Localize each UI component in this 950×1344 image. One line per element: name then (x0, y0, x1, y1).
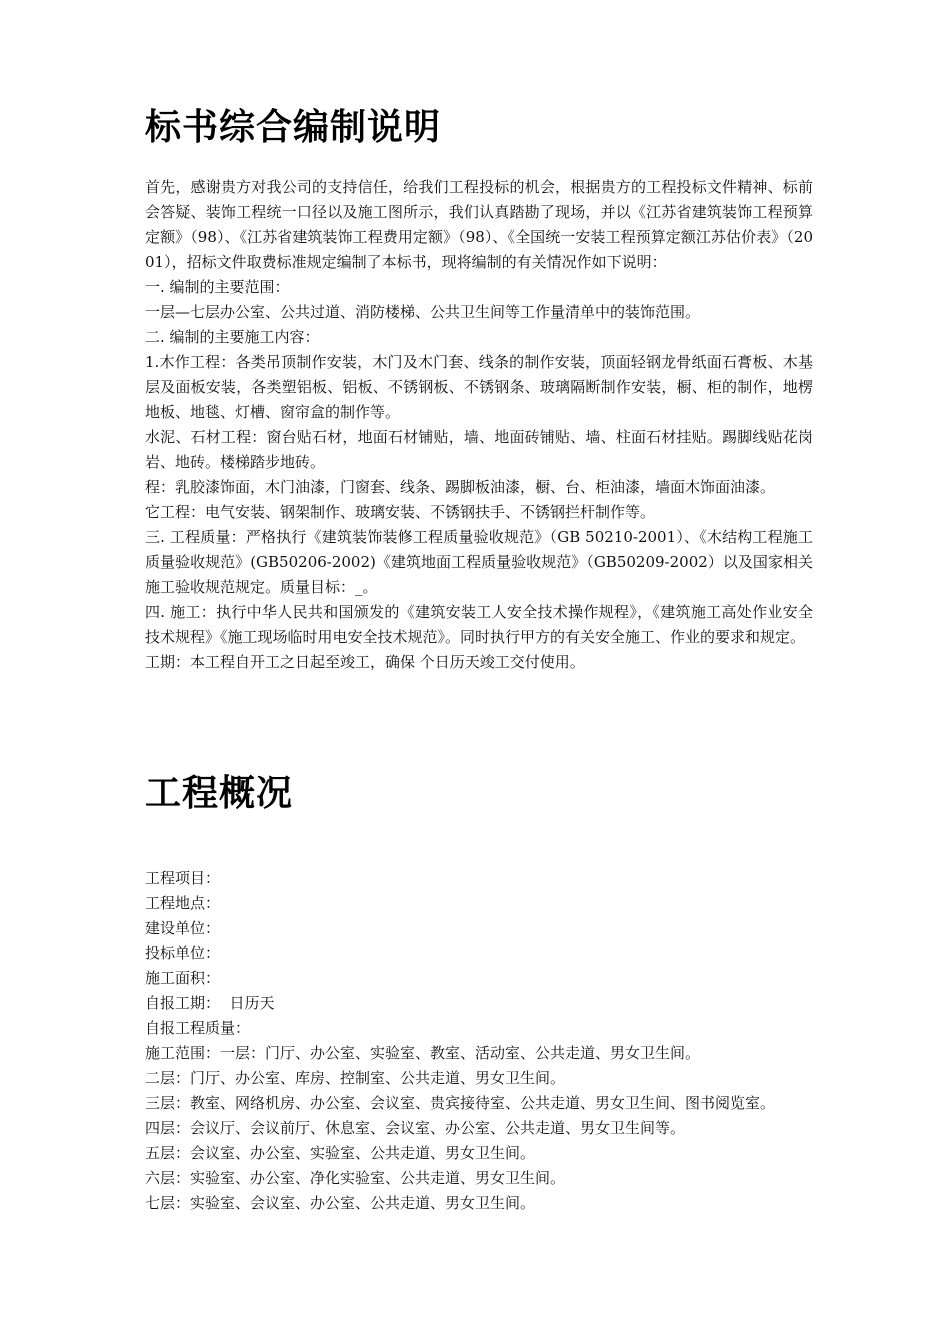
scope-floor-6: 六层：实验室、办公室、净化实验室、公共走道、男女卫生间。 (145, 1169, 566, 1187)
scope-floor-2: 二层：门厅、办公室、库房、控制室、公共走道、男女卫生间。 (145, 1069, 566, 1087)
section-title-bid-notes: 标书综合编制说明 (145, 107, 442, 148)
paragraph-content-heading: 二. 编制的主要施工内容： (145, 328, 320, 346)
paragraph-intro: 首先，感谢贵方对我公司的支持信任，给我们工程投标的机会，根据贵方的工程投标文件精神、标前会答疑、装饰工程统一口径以及施工图所示，我们认真踏勘了现场，并以《江苏省建筑装饰工程预算定额》（98）、《江苏省建筑装饰工程费用定额》（98）、《全国统一安装工程预算定额江苏估价表》（2001），招标文件取费标准规定编制了本标书，现将编制的有关情况作如下说明： (145, 178, 813, 271)
bid-notes-body (145, 175, 813, 675)
paragraph-woodwork: 1.木作工程：各类吊顶制作安装，木门及木门套、线条的制作安装，顶面轻钢龙骨纸面石膏板、木基层及面板安装，各类塑铝板、铝板、不锈钢板、不锈钢条、玻璃隔断制作安装，橱、柜的制作，地楞地板、地毯、灯槽、窗帘盒的制作等。 (145, 353, 813, 421)
paragraph-other-work: 它工程：电气安装、钢架制作、玻璃安装、不锈钢扶手、不锈钢拦杆制作等。 (145, 503, 656, 521)
paragraph-stonework: 水泥、石材工程：窗台贴石材，地面石材铺贴，墙、地面砖铺贴、墙、柱面石材挂贴。踢脚线贴花岗岩、地砖。楼梯踏步地砖。 (145, 428, 813, 471)
scope-floor-4: 四层：会议厅、会议前厅、休息室、会议室、办公室、公共走道、男女卫生间等。 (145, 1119, 686, 1137)
field-project-location: 工程地点： (145, 894, 221, 912)
field-area: 施工面积： (145, 969, 221, 987)
paragraph-safety: 四. 施工：执行中华人民共和国颁发的《建筑安装工人安全技术操作规程》，《建筑施工高处作业安全技术规程》《施工现场临时用电安全技术规范》。同时执行甲方的有关安全施工、作业的要求和规定。 (145, 603, 813, 646)
field-project-name: 工程项目： (145, 869, 221, 887)
scope-floor-3: 三层：教室、网络机房、办公室、会议室、贵宾接待室、公共走道、男女卫生间、图书阅览室。 (145, 1094, 776, 1112)
paragraph-painting: 程：乳胶漆饰面，木门油漆，门窗套、线条、踢脚板油漆，橱、台、柜油漆，墙面木饰面油漆。 (145, 478, 776, 496)
field-bidder: 投标单位： (145, 944, 221, 962)
paragraph-schedule: 工期：本工程自开工之日起至竣工，确保 个日历天竣工交付使用。 (145, 653, 585, 671)
scope-floor-5: 五层：会议室、办公室、实验室、公共走道、男女卫生间。 (145, 1144, 536, 1162)
paragraph-quality: 三. 工程质量：严格执行《建筑装饰装修工程质量验收规范》（GB 50210-2001）、《木结构工程施工质量验收规范》(GB50206-2002)《建筑地面工程质量验收规范》（GB50209-2002）以及国家相关施工验收规范规定。质量目标：_。 (145, 528, 813, 596)
scope-floor-1: 施工范围：一层：门厅、办公室、实验室、教室、活动室、公共走道、男女卫生间。 (145, 1044, 701, 1062)
paragraph-scope: 一层—七层办公室、公共过道、消防楼梯、公共卫生间等工作量清单中的装饰范围。 (145, 303, 701, 321)
scope-floor-7: 七层：实验室、会议室、办公室、公共走道、男女卫生间。 (145, 1194, 536, 1212)
section-title-project-overview: 工程概况 (145, 773, 294, 814)
paragraph-scope-heading: 一. 编制的主要范围： (145, 278, 290, 296)
field-duration: 自报工期： 日历天 (145, 994, 275, 1012)
field-owner: 建设单位： (145, 919, 221, 937)
field-quality: 自报工程质量： (145, 1019, 251, 1037)
project-overview-body (145, 866, 813, 1216)
